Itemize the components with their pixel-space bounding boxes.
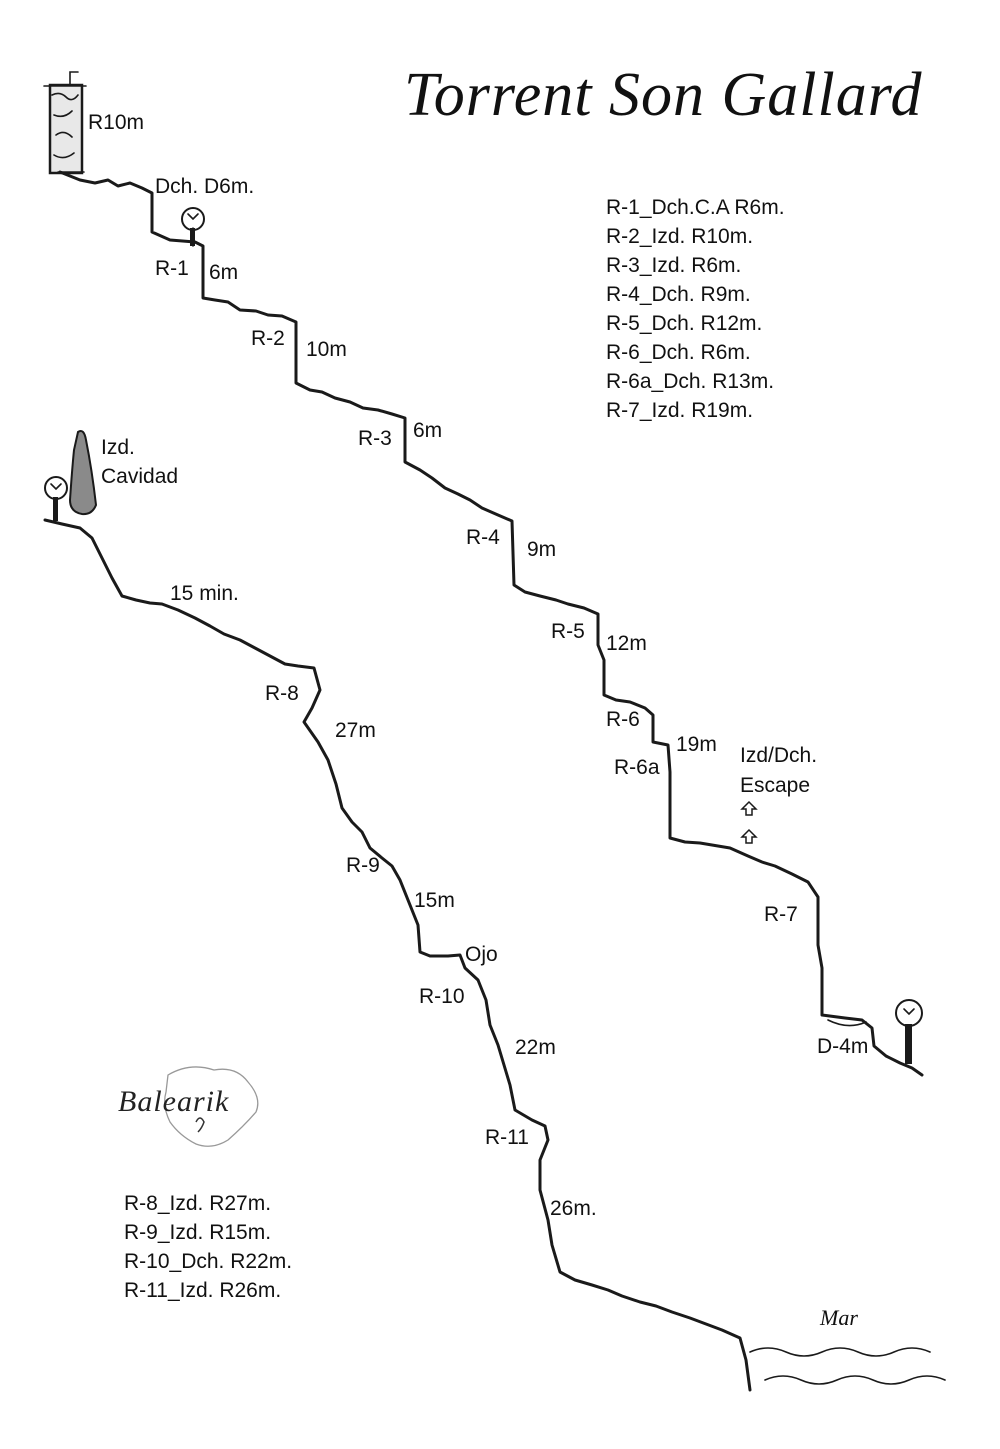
upper-canyon-line — [60, 172, 922, 1075]
label-ojo: Ojo — [465, 943, 498, 966]
label-15-min: 15 min. — [170, 582, 239, 605]
legend-item: R-2_Izd. R10m. — [606, 225, 754, 248]
legend-item: R-4_Dch. R9m. — [606, 283, 751, 306]
legend-item: R-6_Dch. R6m. — [606, 341, 751, 364]
label-r3: R-3 — [358, 427, 392, 450]
legend-item: R-3_Izd. R6m. — [606, 254, 742, 277]
label-r6: R-6 — [606, 708, 640, 731]
tree-icon — [45, 477, 67, 521]
sea-waves — [750, 1348, 945, 1384]
label-27m: 27m — [335, 719, 376, 742]
legend-item: R-10_Dch. R22m. — [124, 1250, 293, 1273]
label-r1: R-1 — [155, 257, 189, 280]
label-izd-dch: Izd/Dch. — [740, 744, 818, 767]
label-26m: 26m. — [550, 1197, 597, 1220]
label-r10m: R10m — [88, 111, 145, 134]
label-12m: 12m — [606, 632, 647, 655]
tree-icon — [896, 1000, 922, 1064]
label-escape: Escape — [740, 774, 811, 797]
page-title: Torrent Son Gallard — [404, 61, 923, 129]
rappel-legend-upper — [606, 193, 785, 425]
label-r6a: R-6a — [614, 756, 660, 779]
legend-item: R-8_Izd. R27m. — [124, 1192, 272, 1215]
legend-item: R-9_Izd. R15m. — [124, 1221, 272, 1244]
legend-item: R-11_Izd. R26m. — [124, 1279, 282, 1302]
label-9m: 9m — [527, 538, 557, 561]
label-r8: R-8 — [265, 682, 299, 705]
start-pillar-icon — [44, 72, 86, 173]
label-15m: 15m — [414, 889, 455, 912]
label-d4m: D-4m — [817, 1035, 869, 1058]
label-10m: 10m — [306, 338, 347, 361]
legend-item: R-5_Dch. R12m. — [606, 312, 763, 335]
label-r5: R-5 — [551, 620, 585, 643]
label-izd: Izd. — [101, 436, 135, 459]
escape-arrow-icon — [742, 802, 756, 815]
legend-item: R-6a_Dch. R13m. — [606, 370, 775, 393]
rappel-legend-lower — [124, 1189, 292, 1305]
legend-item: R-7_Izd. R19m. — [606, 399, 754, 422]
label-6m: 6m — [413, 419, 443, 442]
label-r10: R-10 — [419, 985, 465, 1008]
label-dch-d6m: Dch. D6m. — [155, 175, 255, 198]
label-r2: R-2 — [251, 327, 285, 350]
sea-label: Mar — [820, 1305, 858, 1330]
label-22m: 22m — [515, 1036, 556, 1059]
label-6m: 6m — [209, 261, 239, 284]
label-r7: R-7 — [764, 903, 798, 926]
legend-item: R-1_Dch.C.A R6m. — [606, 196, 785, 219]
label-r11: R-11 — [485, 1126, 529, 1149]
cave-icon — [70, 431, 96, 514]
label-19m: 19m — [676, 733, 717, 756]
label-r9: R-9 — [346, 854, 380, 877]
label-cavidad: Cavidad — [101, 465, 179, 488]
label-r4: R-4 — [466, 526, 500, 549]
logo-text: Balearik — [118, 1085, 230, 1118]
escape-arrow-icon — [742, 830, 756, 843]
